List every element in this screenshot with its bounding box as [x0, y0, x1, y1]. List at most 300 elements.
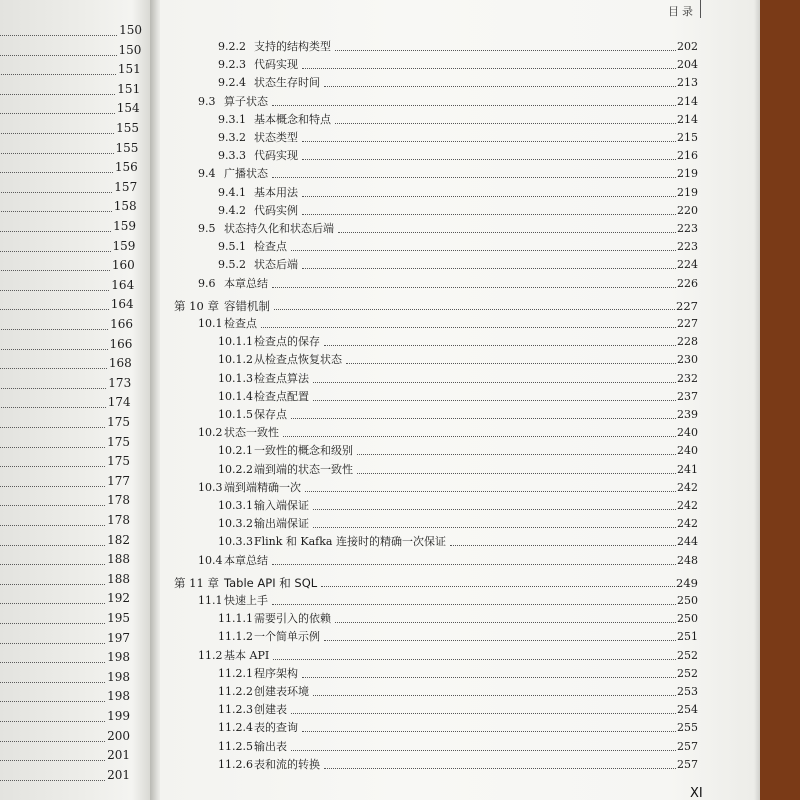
toc-entry-number: 9.2.2 — [218, 40, 246, 53]
dot-leader — [0, 184, 112, 193]
toc-entry-title: 表和流的转换 — [254, 757, 320, 771]
toc-entry — [218, 517, 698, 531]
toc-entry-number: 10.2 — [198, 426, 223, 440]
dot-leader — [302, 67, 676, 69]
dot-leader — [0, 713, 105, 722]
toc-entry-title: 广播状态 — [224, 167, 268, 181]
dot-leader — [0, 301, 109, 310]
toc-entry-page: 242 — [677, 480, 698, 494]
left-page-entry — [0, 553, 130, 565]
toc-entry-title: 端到端精确一次 — [224, 480, 301, 494]
dot-leader — [302, 140, 676, 142]
toc-entry-title: 检查点 — [254, 240, 287, 254]
left-page-number: 182 — [107, 532, 130, 547]
toc-entry-page: 202 — [677, 40, 698, 53]
dot-leader — [321, 585, 675, 587]
dot-leader — [335, 122, 676, 124]
toc-entry-title: 状态生存时间 — [254, 76, 320, 90]
left-page-number: 150 — [118, 42, 142, 57]
dot-leader — [0, 752, 105, 761]
left-page-number: 155 — [116, 121, 139, 135]
dot-leader — [0, 772, 105, 781]
toc-entry — [218, 353, 698, 367]
left-page-number: 195 — [107, 611, 130, 625]
toc-entry — [198, 554, 698, 568]
left-page-number: 159 — [113, 219, 136, 233]
toc-chapter-entry — [174, 576, 698, 590]
toc-entry — [198, 277, 698, 291]
toc-entry-number: 11.1.1 — [218, 612, 253, 626]
left-page-entry — [0, 240, 135, 252]
dot-leader — [0, 105, 115, 114]
toc-entry-number: 9.3.1 — [218, 112, 246, 126]
dot-leader — [302, 195, 676, 197]
toc-entry-page: 214 — [677, 112, 698, 126]
toc-entry-title: 需要引入的依赖 — [254, 612, 331, 626]
dot-leader — [313, 526, 676, 528]
dot-leader — [346, 362, 676, 364]
toc-entry-title: 创建表环境 — [254, 685, 309, 698]
toc-entry-number: 11.2 — [198, 648, 223, 662]
left-page-number: 158 — [113, 199, 137, 214]
toc-entry-page: 228 — [677, 335, 698, 349]
left-page-number: 151 — [117, 81, 141, 96]
left-page — [0, 0, 150, 800]
dot-leader — [291, 712, 676, 714]
left-page-number: 155 — [115, 140, 139, 155]
toc-entry-title: Table API 和 SQL — [224, 575, 318, 590]
dot-leader — [273, 658, 676, 660]
toc-entry-title: 基本 API — [224, 648, 270, 662]
dot-leader — [302, 676, 676, 678]
toc-entry-number: 9.5.2 — [218, 258, 246, 272]
toc-entry — [218, 186, 698, 200]
left-page-number: 200 — [107, 728, 130, 743]
toc-entry-number: 11.1 — [198, 594, 223, 607]
toc-entry-title: 状态一致性 — [224, 426, 279, 440]
left-page-entry — [0, 436, 130, 448]
toc-entry — [198, 167, 698, 181]
left-page-number: 175 — [107, 434, 130, 449]
toc-entry-page: 257 — [677, 757, 698, 771]
toc-entry-title: 一致性的概念和级别 — [254, 444, 353, 458]
dot-leader — [0, 203, 112, 212]
toc-entry-title: 从检查点恢复状态 — [254, 353, 342, 367]
left-page-number: 199 — [107, 709, 130, 723]
toc-entry — [218, 535, 698, 549]
dot-leader — [0, 399, 106, 408]
dot-leader — [324, 639, 676, 641]
left-page-entry — [0, 200, 137, 212]
toc-entry-number: 10.3.1 — [218, 499, 253, 512]
left-page-entry — [0, 749, 130, 761]
left-page-entry — [0, 259, 135, 271]
toc-entry — [218, 335, 698, 349]
toc-entry-number: 10.1.5 — [218, 408, 253, 421]
left-page-number: 188 — [107, 571, 130, 586]
toc-entry — [218, 131, 698, 145]
left-page-entry — [0, 396, 131, 408]
toc-entry-title: 算子状态 — [224, 94, 268, 108]
toc-entry — [218, 240, 698, 254]
dot-leader — [357, 453, 676, 455]
dot-leader — [338, 231, 676, 233]
dot-leader — [272, 563, 676, 565]
left-page-entry — [0, 377, 131, 389]
toc-entry-number: 9.3.2 — [218, 131, 246, 144]
toc-entry — [218, 408, 698, 422]
toc-entry-page: 254 — [677, 703, 698, 717]
toc-entry — [218, 390, 698, 404]
dot-leader — [0, 282, 109, 291]
dot-leader — [0, 145, 114, 154]
dot-leader — [0, 478, 105, 487]
toc-entry-number: 11.2.1 — [218, 666, 253, 680]
toc-entry-title: 代码实现 — [254, 149, 298, 163]
dot-leader — [313, 508, 676, 510]
toc-entry — [218, 630, 698, 644]
dot-leader — [0, 576, 105, 585]
toc-chapter-entry — [174, 299, 698, 313]
dot-leader — [335, 49, 676, 51]
dot-leader — [313, 381, 676, 383]
left-page-number: 175 — [107, 415, 130, 429]
toc-entry — [218, 444, 698, 458]
left-page-number: 150 — [119, 23, 142, 37]
toc-entry-title: 支持的结构类型 — [254, 40, 331, 53]
toc-entry-number: 9.4.2 — [218, 203, 246, 217]
toc-entry-number: 10.2.2 — [218, 462, 253, 476]
toc-entry — [218, 667, 698, 681]
toc-entry — [218, 758, 698, 772]
running-header: 目录 — [668, 5, 696, 18]
toc-entry-title: 状态持久化和状态后端 — [224, 222, 334, 235]
left-page-number: 188 — [107, 552, 130, 567]
dot-leader — [0, 223, 111, 232]
toc-entry-page: 223 — [677, 222, 698, 235]
left-page-number: 164 — [111, 277, 135, 292]
toc-entry-number: 第 11 章 — [174, 575, 219, 590]
dot-leader — [0, 243, 111, 252]
dot-leader — [0, 556, 105, 565]
toc-entry — [198, 481, 698, 495]
left-page-number: 174 — [107, 395, 131, 410]
left-page-number: 178 — [107, 513, 130, 527]
dot-leader — [0, 497, 105, 506]
left-page-entry — [0, 63, 141, 75]
toc-entry-page: 248 — [677, 553, 698, 567]
toc-entry-page: 244 — [677, 535, 698, 549]
toc-entry — [218, 76, 698, 90]
dot-leader — [305, 490, 676, 492]
left-page-number: 173 — [108, 375, 132, 390]
toc-entry-number: 9.3.3 — [218, 149, 246, 163]
left-page-entry — [0, 338, 132, 350]
left-page-number: 198 — [107, 669, 130, 684]
toc-entry-number: 11.2.2 — [218, 685, 253, 698]
toc-entry-number: 9.5.1 — [218, 240, 246, 254]
left-page-entry — [0, 318, 133, 330]
left-page-entry — [0, 416, 130, 428]
dot-leader — [0, 635, 105, 644]
toc-entry — [218, 113, 698, 127]
dot-leader — [313, 399, 676, 401]
toc-entry — [198, 426, 698, 440]
toc-entry-page: 251 — [677, 630, 698, 644]
toc-entry-title: 检查点配置 — [254, 389, 309, 403]
toc-entry-number: 9.6 — [198, 276, 216, 290]
left-page-entry — [0, 494, 130, 506]
toc-entry-number: 11.1.2 — [218, 630, 253, 644]
toc-entry — [198, 95, 698, 109]
toc-entry — [218, 204, 698, 218]
toc-entry-page: 253 — [677, 685, 698, 698]
dot-leader — [0, 693, 105, 702]
toc-entry-title: 检查点 — [224, 317, 257, 330]
toc-entry — [218, 721, 698, 735]
toc-entry-page: 220 — [677, 203, 698, 217]
toc-entry-page: 215 — [677, 131, 698, 144]
left-page-entry — [0, 142, 138, 154]
left-page-entry — [0, 475, 130, 487]
toc-entry — [218, 612, 698, 626]
toc-entry-title: 输出端保证 — [254, 517, 309, 531]
dot-leader — [302, 267, 676, 269]
dot-leader — [0, 321, 108, 330]
toc-entry — [198, 649, 698, 663]
left-page-entry — [0, 24, 142, 36]
dot-leader — [0, 439, 105, 448]
left-page-number: 164 — [110, 297, 134, 312]
left-page-number: 198 — [107, 689, 130, 704]
toc-entry-page: 224 — [677, 258, 698, 272]
toc-entry-title: 创建表 — [254, 703, 287, 717]
left-page-entry — [0, 730, 130, 742]
dot-leader — [0, 595, 105, 604]
left-page-number: 178 — [107, 493, 130, 508]
toc-entry-number: 10.1 — [198, 317, 223, 330]
dot-leader — [302, 158, 676, 160]
toc-entry-title: 输出表 — [254, 739, 287, 753]
dot-leader — [313, 694, 676, 696]
toc-entry-number: 10.1.1 — [218, 335, 253, 349]
toc-entry-page: 226 — [677, 276, 698, 290]
toc-entry-number: 10.1.3 — [218, 371, 253, 385]
dot-leader — [0, 674, 105, 683]
toc-entry-page: 252 — [677, 666, 698, 680]
toc-entry-title: Flink 和 Kafka 连接时的精确一次保证 — [254, 535, 446, 549]
dot-leader — [0, 537, 105, 546]
toc-entry-page: 257 — [677, 739, 698, 753]
toc-entry — [198, 594, 698, 608]
toc-entry-page: 204 — [677, 58, 698, 72]
toc-entry — [218, 463, 698, 477]
toc-entry-title: 保存点 — [254, 408, 287, 421]
dot-leader — [335, 621, 676, 623]
dot-leader — [0, 458, 105, 467]
page-number: XI — [690, 786, 703, 800]
left-page-entry — [0, 220, 136, 232]
toc-entry-number: 9.4.1 — [218, 185, 246, 199]
toc-entry-number: 9.2.3 — [218, 58, 246, 72]
dot-leader — [272, 176, 676, 178]
left-page-entry — [0, 612, 130, 624]
left-page-entry — [0, 161, 138, 173]
toc-entry-title: 本章总结 — [224, 553, 268, 567]
dot-leader — [0, 615, 105, 624]
toc-entry-number: 9.3 — [198, 94, 216, 108]
header-rule — [700, 0, 701, 18]
toc-entry — [218, 258, 698, 272]
toc-entry-number: 9.5 — [198, 222, 216, 235]
toc-entry-title: 快速上手 — [224, 594, 268, 607]
dot-leader — [0, 733, 105, 742]
left-page-entry — [0, 651, 130, 663]
toc-entry-page: 250 — [677, 612, 698, 626]
toc-entry-title: 表的查询 — [254, 721, 298, 735]
toc-entry-page: 216 — [677, 149, 698, 163]
toc-entry-page: 240 — [677, 426, 698, 440]
left-page-entry — [0, 357, 132, 369]
toc-entry-title: 一个简单示例 — [254, 630, 320, 644]
dot-leader — [0, 341, 108, 350]
toc-entry-page: 242 — [677, 517, 698, 531]
left-page-entry — [0, 690, 130, 702]
left-page-number: 198 — [107, 650, 130, 665]
toc-entry-title: 输入端保证 — [254, 499, 309, 512]
toc-entry-page: 241 — [677, 462, 698, 476]
toc-entry — [198, 317, 698, 331]
toc-entry — [218, 740, 698, 754]
toc-entry-title: 程序架构 — [254, 666, 298, 680]
dot-leader — [302, 730, 676, 732]
left-page-entry — [0, 710, 130, 722]
dot-leader — [261, 326, 676, 328]
toc-entry-title: 检查点算法 — [254, 371, 309, 385]
left-page-entry — [0, 514, 130, 526]
toc-entry-page: 239 — [677, 408, 698, 421]
toc-entry — [218, 685, 698, 699]
toc-entry — [218, 58, 698, 72]
left-page-entry — [0, 455, 130, 467]
toc-entry-number: 9.4 — [198, 167, 216, 181]
toc-entry — [218, 703, 698, 717]
toc-entry-title: 容错机制 — [224, 298, 270, 313]
left-page-entry — [0, 298, 134, 310]
toc-entry-page: 213 — [677, 76, 698, 90]
toc-entry-number: 9.2.4 — [218, 76, 246, 90]
left-page-number: 154 — [116, 101, 140, 116]
left-page-number: 166 — [109, 336, 133, 351]
dot-leader — [0, 164, 113, 173]
left-page-number: 197 — [107, 630, 130, 645]
toc-entry-number: 11.2.5 — [218, 739, 253, 753]
right-page — [160, 0, 760, 800]
left-page-entry — [0, 279, 134, 291]
left-page-entry — [0, 122, 139, 134]
left-page-number: 201 — [107, 767, 130, 782]
toc-entry-title: 端到端的状态一致性 — [254, 462, 353, 476]
toc-entry-page: 230 — [677, 353, 698, 367]
left-page-entry — [0, 44, 141, 56]
toc-entry-page: 240 — [677, 444, 698, 458]
dot-leader — [291, 417, 676, 419]
dot-leader — [0, 262, 110, 271]
toc-entry-title: 状态后端 — [254, 258, 298, 272]
dot-leader — [324, 767, 676, 769]
left-page-entry — [0, 573, 130, 585]
left-page-entry — [0, 632, 130, 644]
dot-leader — [0, 360, 107, 369]
toc-entry-page: 227 — [677, 317, 698, 330]
toc-entry — [218, 40, 698, 54]
dot-leader — [272, 603, 676, 605]
left-page-number: 160 — [111, 258, 135, 273]
left-page-entry — [0, 83, 140, 95]
dot-leader — [0, 47, 117, 56]
dot-leader — [0, 419, 105, 428]
toc-entry-number: 10.3 — [198, 480, 223, 494]
toc-entry — [218, 372, 698, 386]
left-page-number: 201 — [107, 748, 130, 763]
toc-entry-number: 第 10 章 — [174, 298, 219, 313]
left-page-number: 157 — [114, 179, 138, 194]
toc-entry-number: 11.2.4 — [218, 721, 253, 735]
dot-leader — [324, 344, 676, 346]
left-page-number: 177 — [107, 473, 130, 488]
toc-entry-number: 10.3.2 — [218, 517, 253, 531]
toc-entry-page: 232 — [677, 371, 698, 385]
toc-entry-title: 检查点的保存 — [254, 335, 320, 349]
toc-entry-number: 10.4 — [198, 553, 223, 567]
toc-entry-title: 代码实现 — [254, 58, 298, 72]
dot-leader — [0, 517, 105, 526]
dot-leader — [272, 104, 676, 106]
dot-leader — [0, 125, 114, 134]
left-page-entry — [0, 102, 140, 114]
toc-entry-page: 219 — [677, 185, 698, 199]
left-page-entry — [0, 671, 130, 683]
dot-leader — [0, 86, 115, 95]
left-page-number: 156 — [114, 160, 138, 175]
dot-leader — [450, 544, 676, 546]
left-page-entry — [0, 592, 130, 604]
dot-leader — [283, 435, 676, 437]
toc-entry-page: 249 — [676, 575, 698, 590]
toc-entry-page: 219 — [677, 167, 698, 181]
toc-entry-page: 227 — [676, 298, 698, 313]
toc-entry — [218, 499, 698, 513]
toc-entry-title: 基本概念和特点 — [254, 112, 331, 126]
dot-leader — [0, 27, 117, 36]
dot-leader — [324, 85, 676, 87]
toc-entry-title: 代码实例 — [254, 203, 298, 217]
toc-entry-number: 10.2.1 — [218, 444, 253, 458]
dot-leader — [302, 213, 676, 215]
toc-entry-page: 237 — [677, 389, 698, 403]
dot-leader — [274, 308, 675, 310]
dot-leader — [291, 749, 676, 751]
dot-leader — [357, 472, 676, 474]
toc-entry-page: 214 — [677, 94, 698, 108]
left-page-number: 151 — [117, 62, 141, 77]
toc-entry-page: 252 — [677, 648, 698, 662]
dot-leader — [272, 286, 676, 288]
left-page-number: 159 — [112, 238, 136, 253]
left-page-number: 192 — [107, 591, 130, 606]
left-page-entry — [0, 181, 137, 193]
toc-entry-title: 状态类型 — [254, 131, 298, 144]
